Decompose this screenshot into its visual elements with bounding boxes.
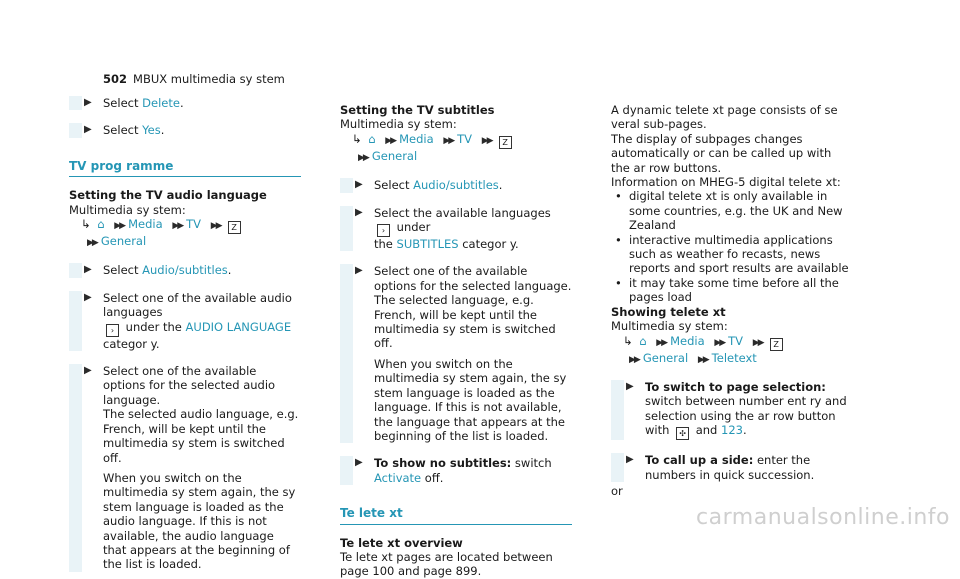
multimedia-label: Multimedia sy stem: [611, 319, 728, 334]
path-media[interactable]: Media [399, 131, 434, 146]
step-select-subtitle-language: ▶ Select the available languages › under the SUBTITLES categor y. [340, 206, 572, 252]
path-arrow-icon: ↳ [352, 131, 362, 146]
chevron-icon: ▶▶ [714, 337, 725, 348]
list-item: • it may take some time before all the pages load [625, 276, 851, 305]
step-page-selection: ▶ To switch to page selection: switch between number ent ry and selection using the ar row button with ✣ and 123. [611, 380, 851, 440]
column-3 [611, 103, 851, 498]
step-arrow-icon: ▶ [84, 124, 92, 136]
chevron-icon: ▶▶ [114, 221, 125, 232]
chevron-icon: ▶▶ [172, 221, 183, 232]
path-general[interactable]: General [642, 350, 689, 365]
subheading-audio-language: Setting the TV audio language [69, 188, 267, 203]
path-general[interactable]: General [100, 234, 147, 249]
teletext-overview-text: Te lete xt pages are located between page 100 and page 899. [340, 549, 553, 579]
link-audio-subtitles[interactable]: Audio/subtitles [142, 263, 228, 278]
subheading-tv-subtitles: Setting the TV subtitles [340, 103, 495, 117]
subheading-teletext-overview: Te lete xt overview [340, 535, 463, 550]
page-header [103, 72, 285, 86]
or-text: or [611, 483, 623, 498]
chevron-icon: ▶▶ [629, 354, 639, 365]
chevron-icon: ▶▶ [481, 135, 492, 146]
chevron-icon: ▶▶ [697, 354, 708, 365]
settings-icon[interactable]: Z [499, 136, 512, 149]
path-tv[interactable]: TV [186, 217, 202, 232]
step-arrow-icon: ▶ [626, 380, 634, 392]
path-arrow-icon: ↳ [623, 333, 633, 348]
link-delete[interactable]: Delete [142, 96, 180, 110]
chevron-icon: ▶▶ [210, 221, 221, 232]
column-1 [69, 96, 300, 572]
step-select-yes: ▶ Select Yes. [69, 123, 300, 137]
right-arrow-key-icon: › [106, 324, 119, 337]
home-icon[interactable]: ⌂ [97, 217, 105, 232]
menu-path [69, 217, 300, 250]
link-123[interactable]: 123 [721, 423, 743, 438]
paragraph-mheg: Information on MHEG-5 digital telete xt: [611, 175, 841, 190]
chevron-icon: ▶▶ [385, 135, 396, 146]
list-item: • interactive multimedia applications such as weather fo recasts, news reports and sport results are available [625, 233, 851, 276]
step-select-audio-language: ▶ Select one of the available audio languages › under the AUDIO LANGUAGE categor y. [69, 291, 300, 351]
step-arrow-icon: ▶ [355, 457, 363, 469]
multimedia-label: Multimedia sy stem: [340, 117, 457, 132]
watermark-logo: carmanualsonline.info [696, 504, 950, 530]
link-activate[interactable]: Activate [374, 470, 422, 485]
step-arrow-icon: ▶ [355, 206, 363, 218]
step-select-options: ▶ Select one of the available options for the selected audio language. The selected audio language, e.g. French, will be kept until the multimedia sy stem is switched off. When you switch on the multimedia sy stem again, the sy stem language is loaded as the audio language. If this is not available, the audio language that appears at the beginning of the list is loaded. [69, 364, 300, 572]
chevron-icon: ▶▶ [87, 238, 97, 249]
four-way-arrow-key-icon: ✣ [676, 427, 689, 440]
step-select-audio-subtitles: ▶ Select Audio/subtitles. [69, 263, 300, 277]
page-title: MBUX multimedia sy stem [133, 72, 285, 86]
mheg-list [611, 189, 851, 304]
link-subtitles[interactable]: SUBTITLES [396, 237, 459, 252]
path-arrow-icon: ↳ [81, 217, 91, 232]
column-2 [340, 103, 572, 579]
step-select-subtitle-options: ▶ Select one of the available options for the selected language. The selected language, e.g. French, will be kept until the multimedia sy stem is switched off. When you switch on the multimedia sy stem again, the sy stem language is loaded as the language. If this is not available, the language that appears at the beginning of the list is loaded. [340, 264, 572, 443]
step-arrow-icon: ▶ [626, 454, 634, 466]
link-yes[interactable]: Yes [142, 123, 161, 138]
step-arrow-icon: ▶ [84, 97, 92, 108]
chevron-icon: ▶▶ [443, 135, 454, 146]
right-arrow-key-icon: › [377, 224, 390, 237]
step-arrow-icon: ▶ [355, 265, 363, 277]
step-arrow-icon: ▶ [84, 264, 92, 276]
step-arrow-icon: ▶ [355, 179, 363, 191]
settings-icon[interactable]: Z [228, 221, 241, 234]
step-arrow-icon: ▶ [84, 365, 92, 377]
step-call-up-side: ▶ To call up a side: enter the numbers in quick succession. [611, 453, 851, 482]
settings-icon[interactable]: Z [770, 338, 783, 351]
chevron-icon: ▶▶ [752, 337, 763, 348]
section-heading-teletext: Te lete xt [340, 506, 572, 524]
link-audio-language[interactable]: AUDIO LANGUAGE [185, 319, 292, 334]
multimedia-label: Multimedia sy stem: [69, 202, 186, 217]
menu-path [611, 334, 851, 367]
section-heading-tv-programme: TV prog ramme [69, 159, 301, 177]
step-select-delete: ▶ Select Delete. [69, 96, 300, 110]
home-icon[interactable]: ⌂ [368, 131, 376, 146]
step-no-subtitles: ▶ To show no subtitles: switch Activate off. [340, 456, 572, 485]
path-general[interactable]: General [371, 148, 418, 163]
path-tv[interactable]: TV [457, 131, 473, 146]
home-icon[interactable]: ⌂ [639, 333, 647, 348]
path-media[interactable]: Media [128, 217, 163, 232]
chevron-icon: ▶▶ [358, 152, 368, 163]
path-media[interactable]: Media [670, 333, 705, 348]
list-item: • digital telete xt is only available in some countries, e.g. the UK and New Zealand [625, 189, 851, 232]
subheading-showing-teletext: Showing telete xt [611, 304, 726, 319]
page-number: 502 [103, 72, 128, 86]
path-teletext[interactable]: Teletext [711, 350, 757, 365]
step-arrow-icon: ▶ [84, 291, 92, 303]
path-tv[interactable]: TV [728, 333, 744, 348]
paragraph-dynamic-teletext: A dynamic telete xt page consists of se veral sub-pages. [611, 103, 838, 132]
link-audio-subtitles[interactable]: Audio/subtitles [413, 178, 499, 193]
chevron-icon: ▶▶ [656, 337, 667, 348]
step-select-audio-subtitles: ▶ Select Audio/subtitles. [340, 178, 572, 192]
paragraph-subpages: The display of subpages changes automatically or can be called up with the ar row buttons. [611, 131, 832, 175]
menu-path [340, 132, 572, 165]
